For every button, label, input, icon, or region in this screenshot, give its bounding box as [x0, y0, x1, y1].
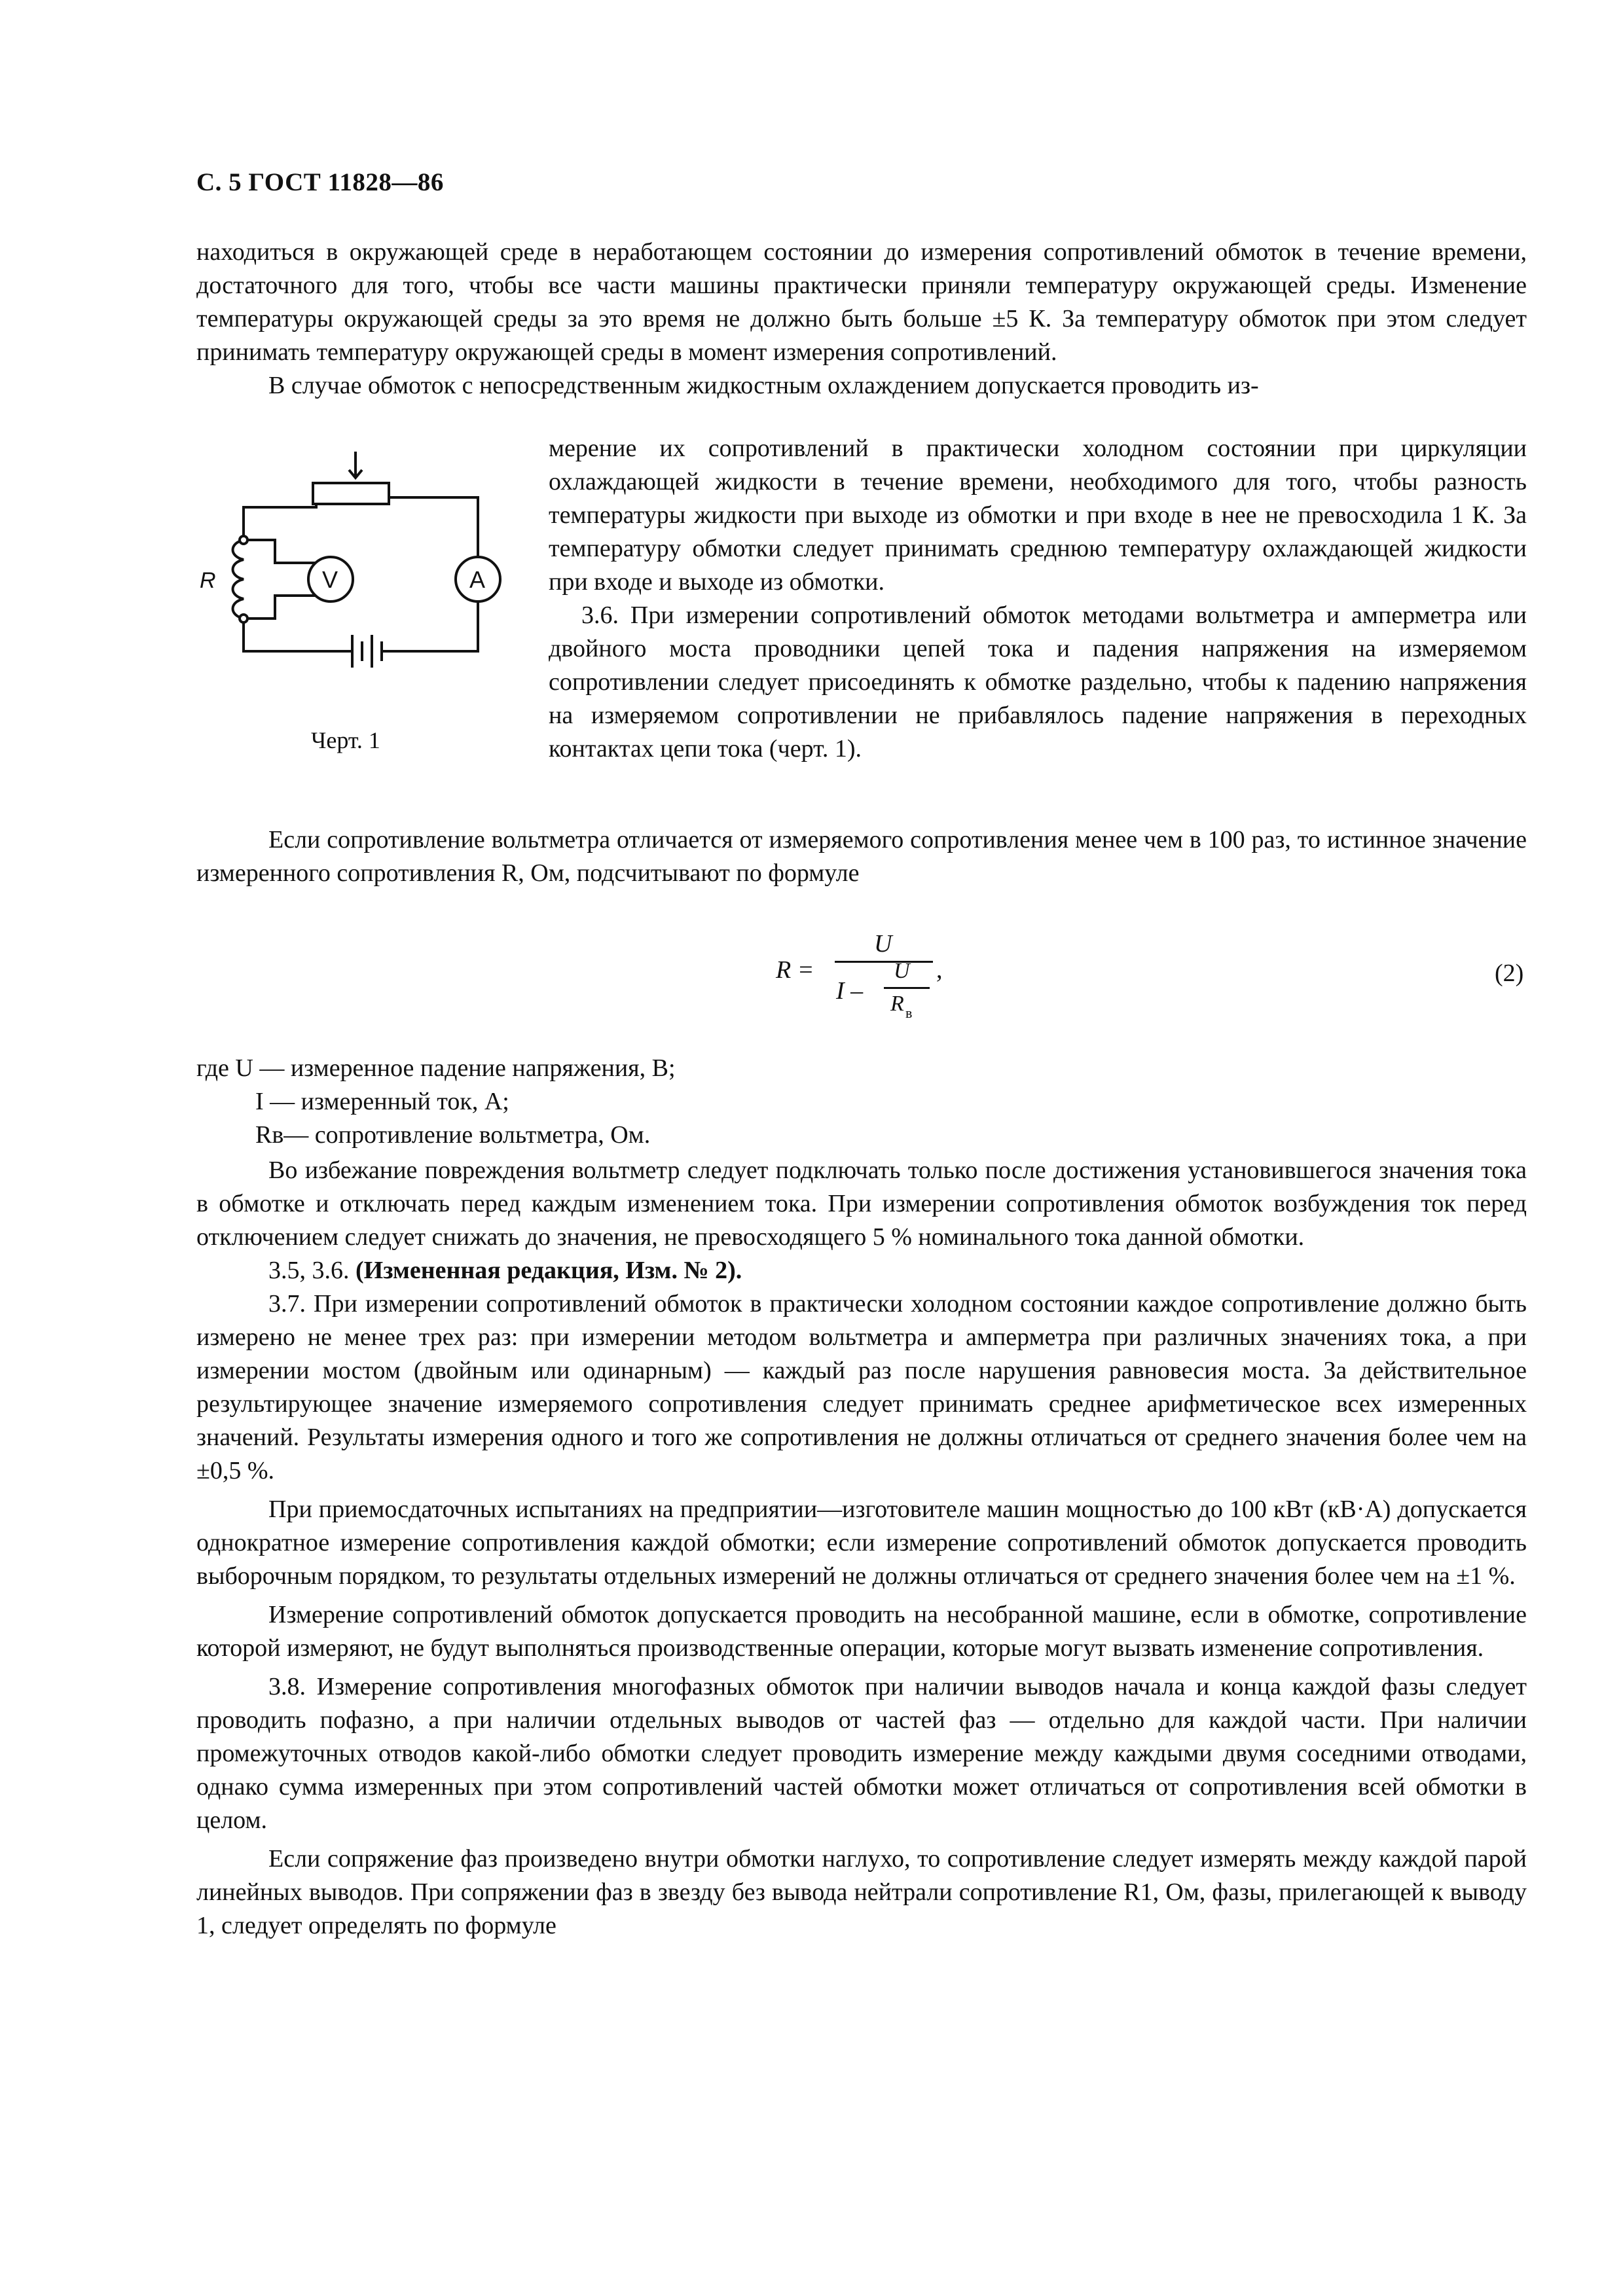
figure-caption: Черт. 1	[311, 727, 380, 753]
formula-denominator-left: I –	[836, 977, 864, 1005]
paragraph-2-lead: В случае обмоток с непосредственным жидкостным охлаждением допускается проводить из-	[268, 372, 1259, 399]
page-header: С. 5 ГОСТ 11828—86	[196, 168, 444, 196]
circuit-wire-bottom-left	[244, 619, 334, 651]
paragraph-1: находиться в окружающей среде в неработающем состоянии до измерения сопротивлений обмоток в течение времени, достаточного для того, чтобы все части машины практически приняли температуру окружающей среды. Изменение температуры окружающей среды за это время не должно быть больше ±5 К. За температуру обмоток при этом следует принимать температуру окружающей среды в момент измерения сопротивлений.	[196, 238, 1527, 366]
paragraph-2-continued: мерение их сопротивлений в практически холодном состоянии при циркуляции охлаждающей жидкости в течение времени, необходимого для того, чтобы разность температуры жидкости при выходе из обмотки и при входе в нее не превосходила 1 К. За температуру обмотки следует принимать среднюю температуру охлаждающей жидкости при входе и выходе из обмотки.	[549, 435, 1527, 596]
paragraph-3-7: 3.7. При измерении сопротивлений обмоток в практически холодном состоянии каждое сопротивление должно быть измерено не менее трех раз: при измерении методом вольтметра и амперметра при различных значениях тока, а при измерении мостом (двойным или одинарным) — каждый раз после нарушения равновесия моста. За действительное результирующее значение измеряемого сопротивления следует принимать среднее арифметическое всех измеренных значений. Результаты измерения одного и того же сопротивления не должны отличаться от среднего значения более чем на ±0,5 %.	[196, 1290, 1527, 1484]
paragraph-4: Если сопротивление вольтметра отличается от измеряемого сопротивления менее чем в 100 раз, то истинное значение измеренного сопротивления R, Ом, подсчитывают по формуле	[196, 826, 1527, 887]
paragraph-3-6: 3.6. При измерении сопротивлений обмоток методами вольтметра и амперметра или двойного моста проводники цепей тока и падения напряжения на измеряемом сопротивлении следует присоединять к обмотке раздельно, чтобы к падению напряжения на измеряемом сопротивлении не прибавлялось падение напряжения в переходных контактах цепи тока (черт. 1).	[549, 601, 1527, 762]
paragraph-block-top	[196, 236, 1527, 403]
circuit-figure	[196, 452, 524, 759]
formula-comma: ,	[936, 956, 943, 984]
paragraph-9: Измерение сопротивлений обмоток допускается проводить на несобранной машине, если в обмотке, сопротивление которой измеряют, не будут выполняться производственные операции, которые могут вызвать изменение сопротивления.	[196, 1601, 1527, 1662]
paragraph-8: При приемосдаточных испытаниях на предприятии—изготовителе машин мощностью до 100 кВт (кВ·А) допускается однократное измерение сопротивления каждой обмотки; если измерение сопротивлений обмоток допускается проводить выборочным порядком, то результаты отдельных измерений не должны отличаться от среднего значения более чем на ±1 %.	[196, 1496, 1527, 1590]
formula-lhs: R =	[776, 956, 814, 984]
paragraph-11: Если сопряжение фаз произведено внутри обмотки наглухо, то сопротивление следует измерять между каждой парой линейных выводов. При сопряжении фаз в звезду без вывода нейтрали сопротивление R1, Ом, фазы, прилегающей к выводу 1, следует определять по формуле	[196, 1845, 1527, 1939]
wrapped-text-block	[549, 432, 1527, 766]
paragraph-6-amendment	[196, 1254, 1527, 1287]
formula-numerator: U	[874, 930, 892, 958]
circuit-wire-top	[244, 497, 478, 651]
paragraph-3-8: 3.8. Измерение сопротивления многофазных обмоток при наличии выводов начала и конца каждой фазы следует проводить пофазно, а при наличии отдельных выводов от частей фаз — отдельно для каждой части. При наличии промежуточных отводов какой-либо обмотки следует проводить измерение между каждыми двумя соседними отводами, однако сумма измеренных при этом сопротивлений частей обмотки может отличаться от сопротивления всей обмотки в целом.	[196, 1673, 1527, 1834]
label-A: A	[469, 566, 486, 593]
equation-number: (2)	[1495, 960, 1524, 987]
formula-inner-numerator: U	[894, 959, 910, 983]
circuit-diagram	[196, 452, 524, 759]
amendment-prefix: 3.5, 3.6.	[268, 1257, 350, 1284]
legend-Rv: Rв— сопротивление вольтметра, Ом.	[255, 1121, 651, 1149]
paragraph-5: Во избежание повреждения вольтметр следует подключать только после достижения установившегося значения тока в обмотке и отключать перед каждым изменением тока. При измерении сопротивления обмоток возбуждения ток перед отключением следует снижать до значения, не превосходящего 5 % номинального тока данной обмотки.	[196, 1157, 1527, 1251]
terminal-bottom	[240, 615, 247, 622]
legend-I: I — измеренный ток, А;	[255, 1088, 509, 1115]
formula-legend	[196, 1052, 1527, 1152]
amendment-note: (Измененная редакция, Изм. № 2).	[356, 1257, 742, 1284]
formula-inner-fraction-bar	[884, 987, 930, 989]
formula-inner-denominator-sub: в	[905, 1005, 913, 1021]
paragraph-block-formula-intro	[196, 823, 1527, 890]
rheostat-rect	[313, 483, 389, 504]
label-R: R	[200, 568, 216, 593]
formula-inner-denominator: R	[890, 992, 904, 1016]
terminal-top	[240, 536, 247, 544]
formula-2	[776, 929, 998, 1034]
legend-U: где U — измеренное падение напряжения, В;	[196, 1054, 676, 1082]
formula-fraction-bar	[835, 961, 933, 963]
paragraph-block-bottom	[196, 1154, 1527, 1943]
label-V: V	[322, 566, 338, 593]
coil-winding	[233, 540, 244, 619]
